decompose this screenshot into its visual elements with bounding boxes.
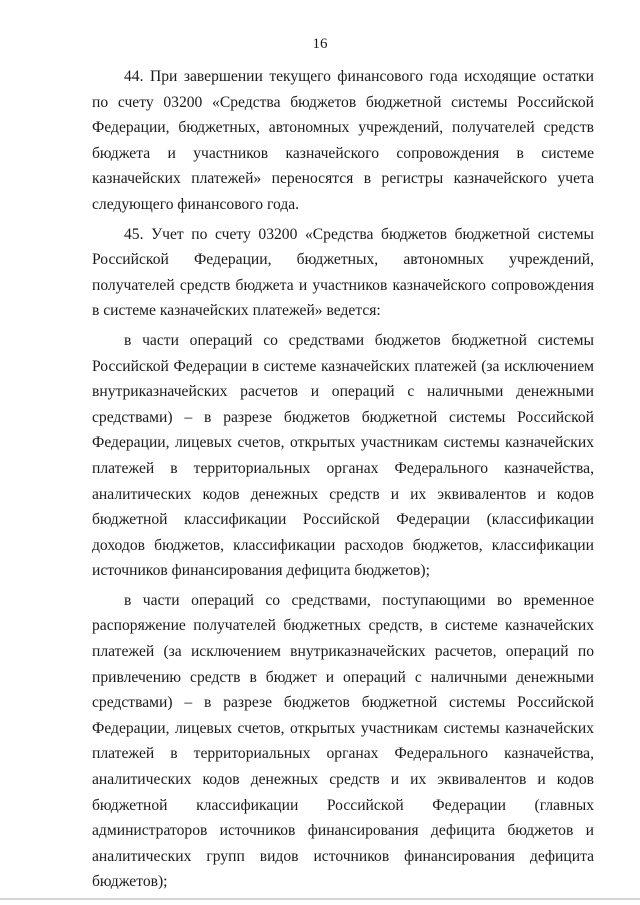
document-body — [92, 64, 594, 899]
paragraph-44: 44. При завершении текущего финансового года исходящие остатки по счету 03200 «Средства бюджетов бюджетной системы Российской Федерации, бюджетных, автономных учреждений, получателей средств бюджета и участников казначейского сопровождения в системе казначейских платежей» переносятся в регистры казначейского учета следующего финансового года. — [92, 68, 594, 213]
paragraph-temporary-funds: в части операций со средствами, поступающими во временное распоряжение получателей бюджетных средств, в системе казначейских платежей (за исключением внутриказначейских расчетов, операций по привлечению средств в бюджет и операций с наличными денежными средствами) – в разрезе бюджетов бюджетной системы Российской Федерации, лицевых счетов, открытых участникам системы казначейских платежей в территориальных органах Федерального казначейства, аналитических кодов денежных средств и их эквивалентов и кодов бюджетной классификации Российской Федерации (главных администраторов источников финансирования дефицита бюджетов и аналитических групп видов источников финансирования дефицита бюджетов); — [92, 591, 594, 891]
page-number: 16 — [312, 36, 328, 52]
page-bottom-edge — [0, 898, 640, 900]
paragraph-45: 45. Учет по счету 03200 «Средства бюджетов бюджетной системы Российской Федерации, бюджетных, автономных учреждений, получателей средств бюджета и участников казначейского сопровождения в системе казначейских платежей» ведется: — [92, 225, 594, 320]
paragraph-budget-funds: в части операций со средствами бюджетов бюджетной системы Российской Федерации в системе казначейских платежей (за исключением внутриказначейских расчетов и операций с наличными денежными средствами) – в разрезе бюджетов бюджетной системы Российской Федерации, лицевых счетов, открытых участникам системы казначейских платежей в территориальных органах Федерального казначейства, аналитических кодов денежных средств и их эквивалентов и кодов бюджетной классификации Российской Федерации (классификации доходов бюджетов, классификации расходов бюджетов, классификации источников финансирования дефицита бюджетов); — [92, 331, 594, 580]
